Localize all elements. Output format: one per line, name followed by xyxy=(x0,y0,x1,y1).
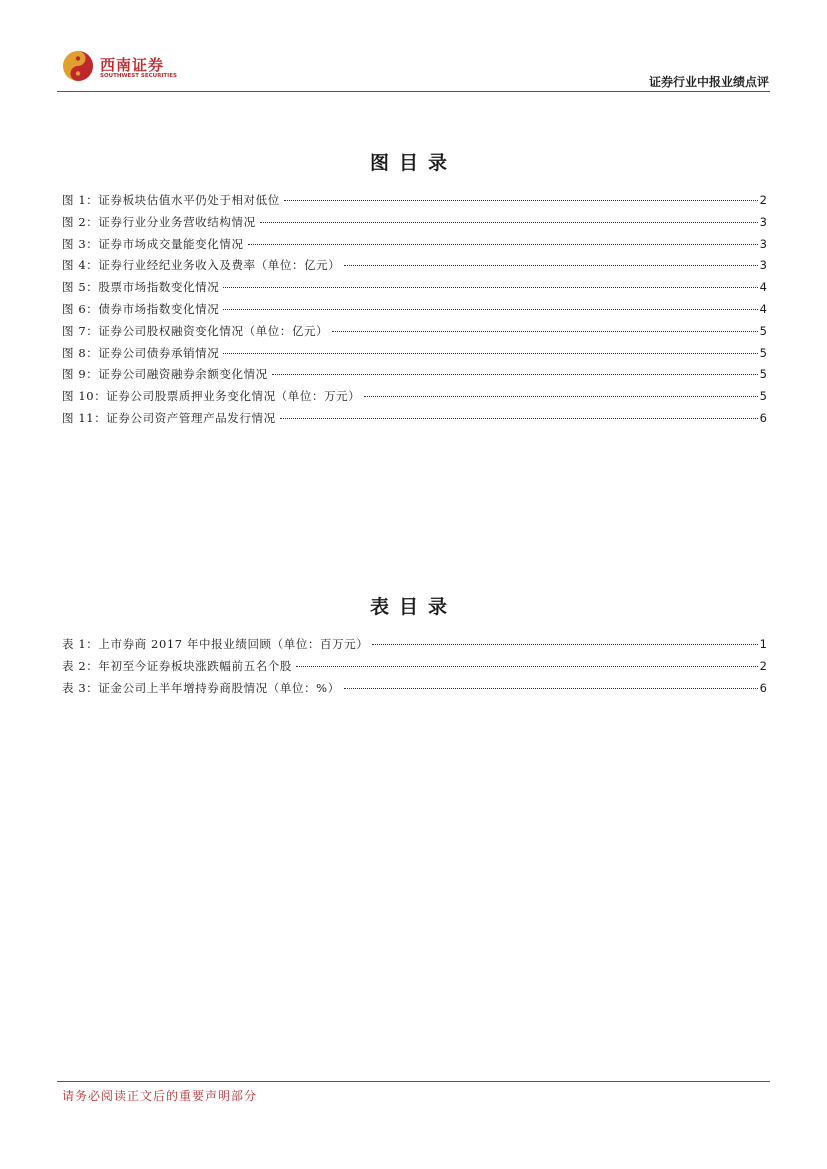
logo-emblem-icon xyxy=(62,50,94,82)
toc-page-number: 6 xyxy=(759,680,767,695)
toc-page-number: 3 xyxy=(759,214,767,229)
toc-entry[interactable] xyxy=(62,366,767,388)
toc-dot-leader xyxy=(223,309,757,310)
tables-toc-list xyxy=(62,636,767,701)
toc-dot-leader xyxy=(364,396,757,397)
footer-disclaimer: 请务必阅读正文后的重要声明部分 xyxy=(62,1089,258,1103)
toc-page-number: 4 xyxy=(759,280,767,295)
toc-entry[interactable] xyxy=(62,279,767,301)
toc-dot-leader xyxy=(296,666,758,667)
toc-page-number: 2 xyxy=(759,193,767,207)
tables-toc-title: 表目录 xyxy=(369,596,457,618)
header-divider xyxy=(57,91,770,92)
toc-page-number: 5 xyxy=(759,323,767,338)
toc-entry[interactable] xyxy=(62,345,767,367)
figures-toc-list xyxy=(62,192,767,432)
toc-entry-label: 图 5：股票市场指数变化情况 xyxy=(62,280,220,295)
toc-entry[interactable] xyxy=(62,192,767,214)
company-logo xyxy=(62,50,182,86)
toc-entry-label: 图 2：证券行业分业务营收结构情况 xyxy=(62,214,256,229)
toc-entry[interactable] xyxy=(62,214,767,236)
toc-entry-label: 图 8：证券公司债券承销情况 xyxy=(62,345,220,360)
toc-page-number: 5 xyxy=(759,345,767,360)
toc-entry[interactable] xyxy=(62,680,767,702)
toc-dot-leader xyxy=(223,353,757,354)
toc-entry-label: 图 11：证券公司资产管理产品发行情况 xyxy=(62,410,276,425)
toc-page-number: 1 xyxy=(759,637,767,651)
toc-entry-label: 图 6：债券市场指数变化情况 xyxy=(62,301,220,316)
toc-page-number: 5 xyxy=(759,389,767,404)
toc-dot-leader xyxy=(248,244,758,245)
toc-entry-label: 表 2：年初至今证券板块涨跌幅前五名个股 xyxy=(62,658,292,673)
toc-entry[interactable] xyxy=(62,323,767,345)
toc-dot-leader xyxy=(272,374,758,375)
toc-entry-label: 表 3：证金公司上半年增持券商股情况（单位：%） xyxy=(62,680,340,695)
toc-entry[interactable] xyxy=(62,636,767,658)
figures-toc-title: 图目录 xyxy=(369,152,457,174)
toc-entry-label: 图 9：证券公司融资融券余额变化情况 xyxy=(62,367,268,382)
toc-entry-label: 表 1：上市券商 2017 年中报业绩回顾（单位：百万元） xyxy=(62,637,369,651)
toc-entry-label: 图 7：证券公司股权融资变化情况（单位：亿元） xyxy=(62,323,329,338)
toc-entry-label: 图 10：证券公司股票质押业务变化情况（单位：万元） xyxy=(62,389,361,404)
toc-entry[interactable] xyxy=(62,388,767,410)
toc-page-number: 3 xyxy=(759,258,767,273)
report-title: 证券行业中报业绩点评 xyxy=(648,75,769,89)
toc-dot-leader xyxy=(260,222,758,223)
toc-entry[interactable] xyxy=(62,236,767,258)
toc-entry[interactable] xyxy=(62,658,767,680)
toc-entry[interactable] xyxy=(62,257,767,279)
toc-entry-label: 图 3：证券市场成交量能变化情况 xyxy=(62,236,244,251)
logo-chinese-name: 西南证券 xyxy=(100,56,165,74)
page-header xyxy=(0,0,827,100)
toc-dot-leader xyxy=(332,331,757,332)
logo-english-name: SOUTHWEST SECURITIES xyxy=(100,73,177,79)
toc-dot-leader xyxy=(344,688,758,689)
toc-entry-label: 图 4：证券行业经纪业务收入及费率（单位：亿元） xyxy=(62,258,341,273)
footer-divider xyxy=(57,1081,770,1082)
toc-page-number: 6 xyxy=(759,410,767,425)
toc-page-number: 2 xyxy=(759,658,767,673)
toc-entry[interactable] xyxy=(62,410,767,432)
toc-page-number: 3 xyxy=(759,236,767,251)
toc-dot-leader xyxy=(223,287,757,288)
toc-dot-leader xyxy=(344,265,757,266)
toc-page-number: 4 xyxy=(759,301,767,316)
toc-entry[interactable] xyxy=(62,301,767,323)
toc-dot-leader xyxy=(372,644,757,645)
toc-entry-label: 图 1：证券板块估值水平仍处于相对低位 xyxy=(62,193,280,207)
toc-dot-leader xyxy=(280,418,758,419)
toc-page-number: 5 xyxy=(759,367,767,382)
toc-dot-leader xyxy=(284,200,758,201)
